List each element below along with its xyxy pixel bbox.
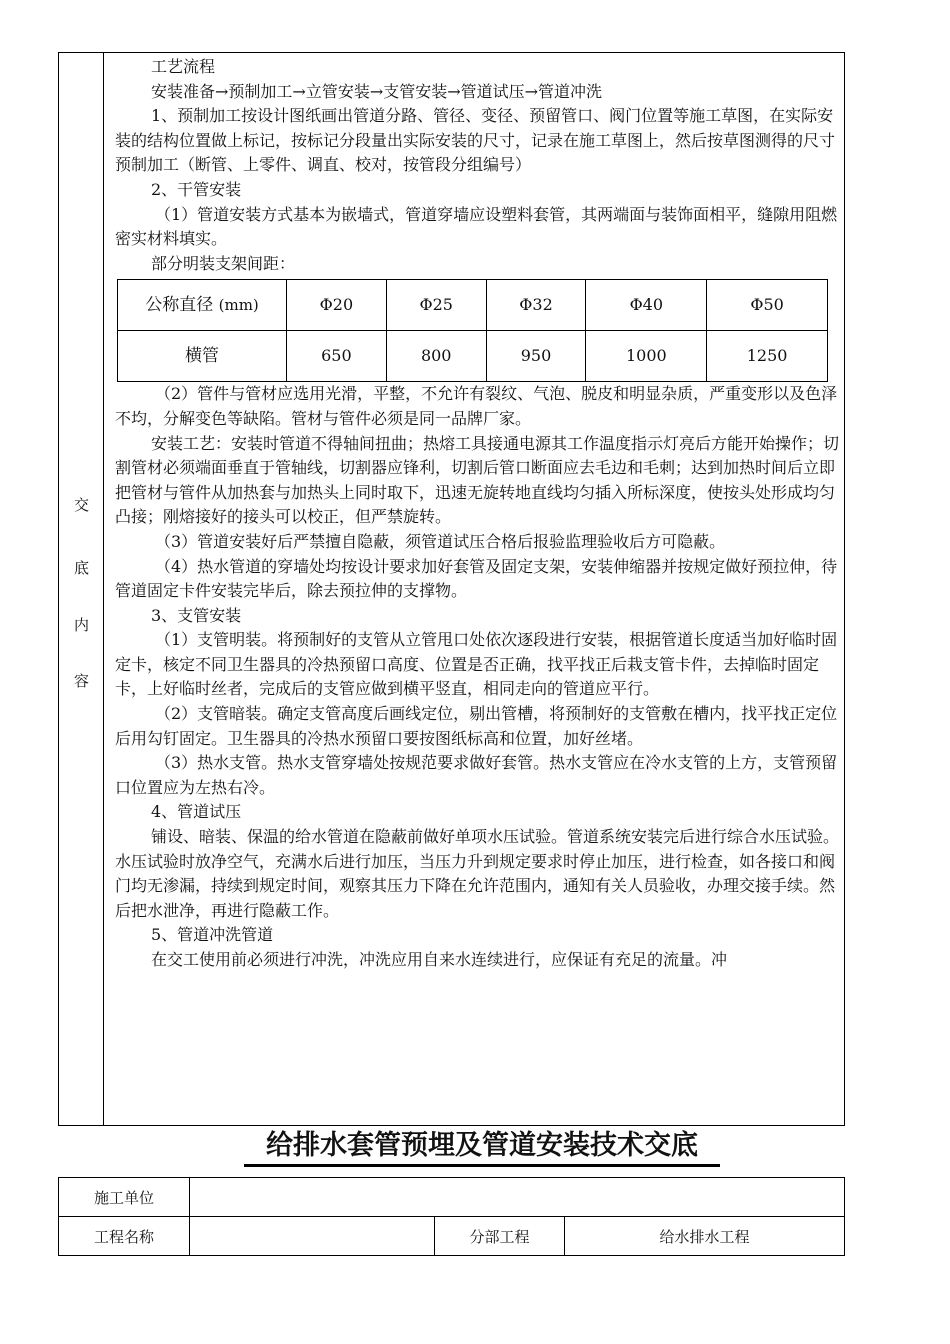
table-row: [59, 1178, 845, 1217]
side-label-char: 容: [73, 672, 89, 690]
table-cell: Φ40: [586, 280, 707, 331]
paragraph: 4、管道试压: [151, 802, 242, 822]
paragraph: 5、管道冲洗管道: [151, 925, 274, 945]
document-title: 给排水套管预埋及管道安装技术交底: [244, 1123, 720, 1167]
disclosure-text: [115, 55, 839, 973]
paragraph: （3）热水支管。热水支管穿墙处按规范要求做好套管。热水支管应在冷水支管的上方，支管预留口位置应为左热右冷。: [115, 753, 838, 797]
paragraph: （3）管道安装好后严禁擅自隐蔽，须管道试压合格后报验监理验收后方可隐蔽。: [155, 531, 726, 551]
paragraph: 安装工艺：安装时管道不得轴间扭曲；热熔工具接通电源其工作温度指示灯亮后方能开始操作；切割管材必须端面垂直于管轴线，切割器应锋利，切割后管口断面应去毛边和毛刺；达到加热时间后立即把管材与管件从加热套与加热头上同时取下，迅速无旋转地直线均匀插入所标深度，使按头处形成均匀凸接；刚熔接好的接头可以校正，但严禁旋转。: [115, 433, 840, 527]
disclosure-content-frame: [58, 52, 845, 1126]
sub-project-label: 分部工程: [435, 1217, 565, 1256]
table-cell: 650: [287, 331, 387, 382]
table-cell: 1250: [707, 331, 828, 382]
header-unit: (mm): [218, 296, 259, 315]
sub-project-value: 给水排水工程: [565, 1217, 845, 1256]
table-cell: 1000: [586, 331, 707, 382]
project-name-value: [190, 1217, 435, 1256]
side-label-char: 底: [73, 559, 89, 577]
paragraph: 1、预制加工按设计图纸画出管道分路、管径、变径、预留管口、阀门位置等施工草图，在实际安装的结构位置做上标记，按标记分段量出实际安装的尺寸，记录在施工草图上，然后按草图测得的尺寸预制加工（断管、上零件、调直、校对，按管段分组编号）: [115, 106, 836, 175]
paragraph: 3、支管安装: [151, 605, 242, 625]
table-cell: 800: [386, 331, 486, 382]
paragraph: （4）热水管道的穿墙处均按设计要求加好套管及固定支架，安装伸缩器并按规定做好预拉伸，待管道固定卡件安装完毕后，除去预拉伸的支撑物。: [115, 556, 838, 601]
table-row: [118, 280, 828, 331]
support-spacing-table: [117, 279, 828, 382]
paragraph: 部分明装支架间距：: [151, 253, 296, 273]
paragraph: 2、干管安装: [151, 179, 242, 199]
construction-unit-value: [190, 1178, 845, 1217]
table-row: [59, 1217, 845, 1256]
header-label: 公称直径: [145, 295, 214, 316]
side-label-char: 内: [73, 616, 89, 634]
paragraph: 在交工使用前必须进行冲洗，冲洗应用自来水连续进行，应保证有充足的流量。冲: [151, 950, 728, 969]
paragraph: 安装准备→预制加工→立管安装→支管安装→管道试压→管道冲洗: [151, 81, 603, 101]
table-cell: Φ25: [386, 280, 486, 331]
paragraph: 铺设、暗装、保温的给水管道在隐蔽前做好单项水压试验。管道系统安装完后进行综合水压试验。水压试验时放净空气，充满水后进行加压，当压力升到规定要求时停止加压，进行检查，如各接口和阀门均无渗漏，持续到规定时间，观察其压力下降在允许范围内，通知有关人员验收，办理交接手续。然后把水泄净，再进行隐蔽工作。: [115, 827, 840, 920]
paragraph: （2）管件与管材应选用光滑，平整，不允许有裂纹、气泡、脱皮和明显杂质，严重变形以及色泽不均，分解变色等缺陷。管材与管件必须是同一品牌厂家。: [115, 384, 838, 428]
table-row-label: 横管: [118, 331, 287, 382]
paragraph: 工艺流程: [151, 57, 216, 76]
project-name-label: 工程名称: [59, 1217, 190, 1256]
construction-unit-label: 施工单位: [59, 1178, 190, 1217]
table-cell: Φ20: [287, 280, 387, 331]
paragraph: （1）管道安装方式基本为嵌墙式，管道穿墙应设塑料套管，其两端面与装饰面相平，缝隙用阻燃密实材料填实。: [115, 204, 838, 249]
side-label-char: 交: [73, 496, 89, 514]
table-row: [118, 331, 828, 382]
side-label-column: [59, 53, 104, 1125]
table-cell: 950: [486, 331, 586, 382]
table-cell: Φ50: [707, 280, 828, 331]
project-info-table: [58, 1177, 845, 1256]
paragraph: （2）支管暗装。确定支管高度后画线定位，剔出管槽，将预制好的支管敷在槽内，找平找正定位后用勾钉固定。卫生器具的冷热水预留口要按图纸标高和位置，加好丝堵。: [115, 704, 838, 748]
table-header-cell: [118, 280, 287, 331]
table-cell: Φ32: [486, 280, 586, 331]
paragraph: （1）支管明装。将预制好的支管从立管甩口处依次逐段进行安装，根据管道长度适当加好临时固定卡，核定不同卫生器具的冷热预留口高度、位置是否正确，找平找正后栽支管卡件，去掉临时固定卡，上好临时丝者，完成后的支管应做到横平竖直，相同走向的管道应平行。: [115, 630, 838, 699]
